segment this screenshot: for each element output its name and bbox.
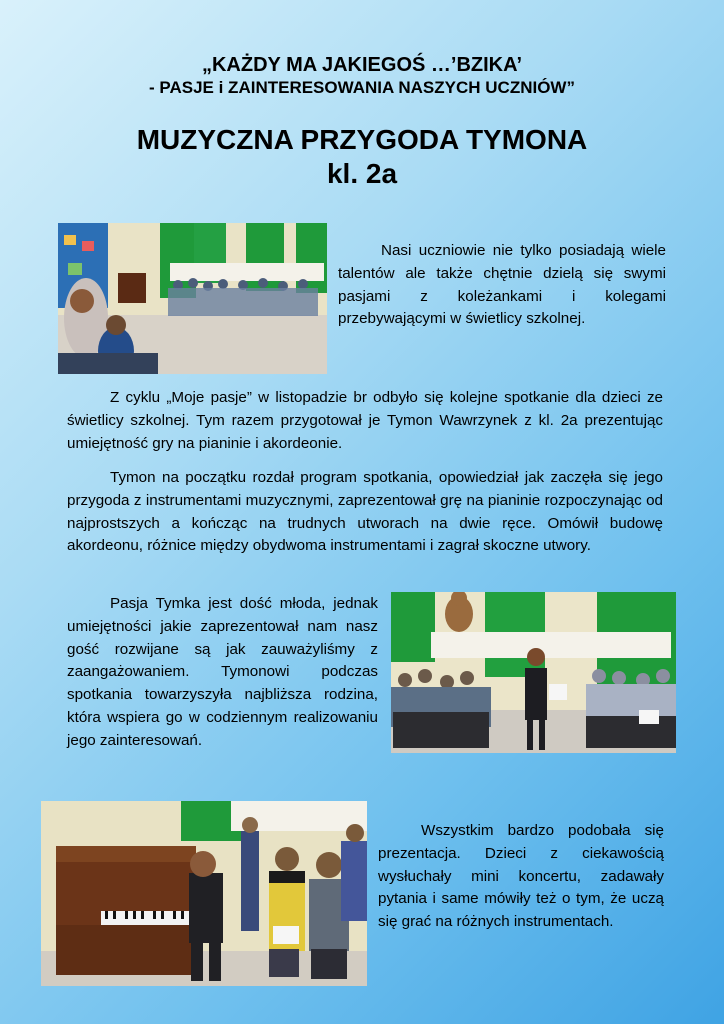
paragraph-1: Z cyklu „Moje pasje” w listopadzie br odbyło się kolejne spotkanie dla dzieci ze świetlicy szkolnej. Tym razem przygotował je Tymon Wawrzynek z kl. 2a prezentując umiejętność gry na pianinie i akordeonie. <box>67 389 663 452</box>
photo-boy-at-piano <box>41 801 367 986</box>
article-title: MUZYCZNA PRZYGODA TYMONA <box>136 124 588 155</box>
paragraph-4: Wszystkim bardzo podobała się prezentacja. Dzieci z ciekawością wysłuchały mini koncertu, zadawały pytania i same mówiły też o tym, że uczą się grać na różnych instrumentach. <box>378 822 664 931</box>
paragraph-2: Tymon na początku rozdał program spotkania, opowiedział jak zaczęła się jego przygoda z instrumentami muzycznymi, zaprezentował grę na pianinie rozpoczynając od najprostszych a kończąc na trudnych utworach na dwie ręce. Omówił budowę akordeonu, różnice między obydwoma instrumentami i zagrał skoczne utwory. <box>67 469 663 555</box>
header-line-2: - PASJE i ZAINTERESOWANIA NASZYCH UCZNIÓW” <box>149 78 575 97</box>
article-class: kl. 2a <box>326 158 398 189</box>
paragraph-3: Pasja Tymka jest dość młoda, jednak umiejętności jakie zaprezentował nam nasz gość rozwijane są jak zauważyliśmy z zaangażowaniem. Tymonowi podczas spotkania towarzyszyła najbliższa rodzina, która wspiera go w codziennym realizowaniu jego zainteresowań. <box>67 595 378 749</box>
photo-classroom-audience <box>58 223 327 374</box>
header-line-1: „KAŻDY MA JAKIEGOŚ …’BZIKA’ <box>201 54 523 76</box>
photo-boy-presenting <box>391 592 676 753</box>
intro-paragraph: Nasi uczniowie nie tylko posiadają wiele talentów ale także chętnie dzielą się swymi pasjami z koleżankami i kolegami przebywającymi w świetlicy szkolnej. <box>338 242 666 328</box>
